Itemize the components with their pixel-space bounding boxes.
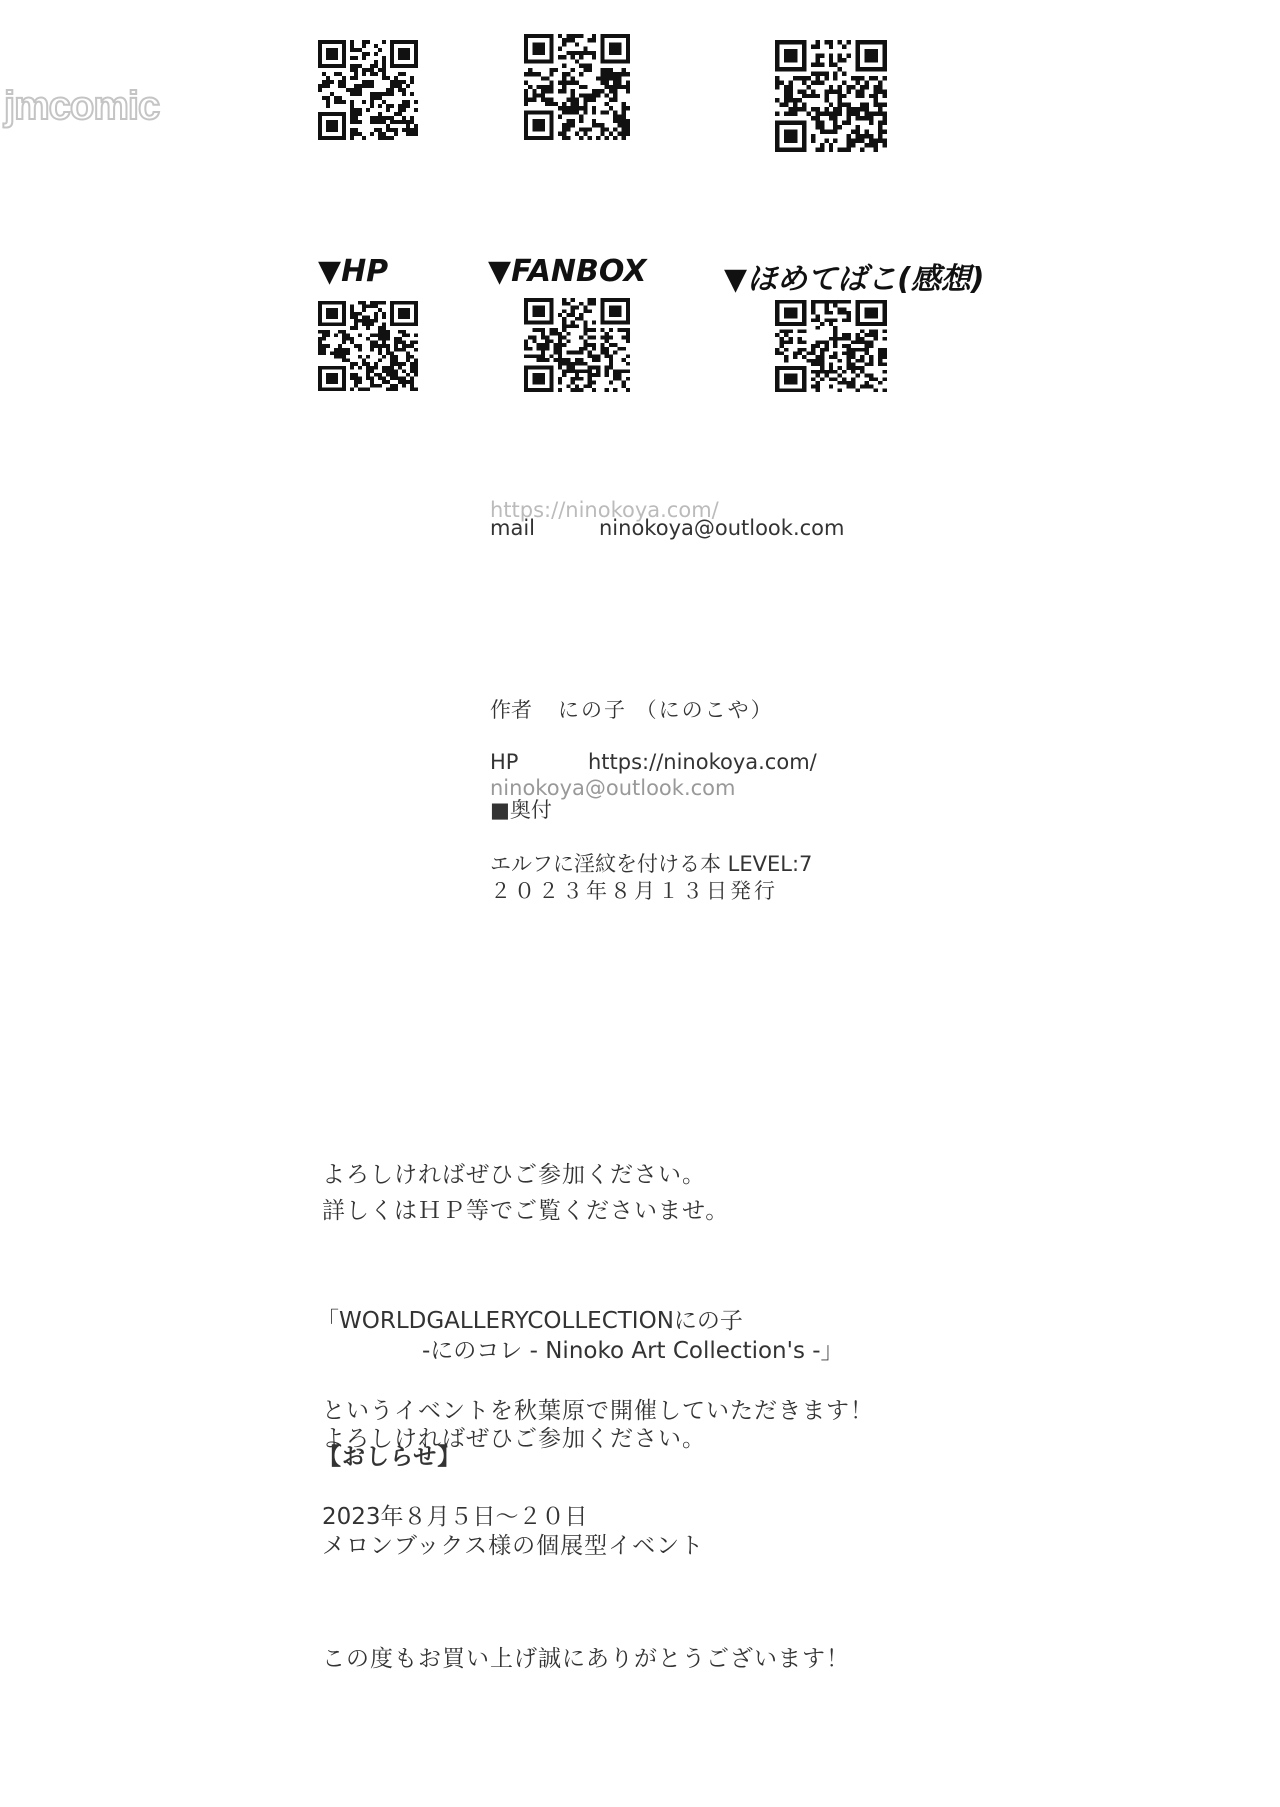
qr-code-fanbox[interactable] bbox=[524, 298, 630, 392]
publish-date: ２０２３年８月１３日発行 bbox=[490, 879, 778, 903]
hp-value[interactable]: https://ninokoya.com/ bbox=[588, 750, 817, 774]
book-title: エルフに淫紋を付ける本 LEVEL:7 bbox=[490, 852, 813, 876]
hp-label: HP bbox=[490, 750, 519, 774]
event-line-1: 「WORLDGALLERYCOLLECTIONにの子 bbox=[316, 1308, 743, 1334]
author-label: 作者 bbox=[490, 698, 532, 722]
qr-label-homete: ▼ほめてばこ(感想) bbox=[724, 262, 985, 297]
event-line-2: -にのコレ - Ninoko Art Collection's -」 bbox=[422, 1338, 844, 1364]
mail-value[interactable]: ninokoya@outlook.com bbox=[599, 516, 845, 540]
mail-label: mail bbox=[490, 516, 535, 540]
qr-code-icon bbox=[775, 40, 887, 152]
partial-line-clip bbox=[322, 1162, 1022, 1188]
watermark-logo: jmcomic bbox=[4, 84, 160, 128]
event-venue: メロンブックス様の個展型イベント bbox=[322, 1533, 705, 1559]
qr-strip-fanbox bbox=[524, 126, 630, 140]
partial-line: よろしければぜひご参加ください。 bbox=[322, 1162, 706, 1188]
partial-line-2: よろしければぜひご参加ください。 bbox=[322, 1426, 706, 1452]
partial-line-2-clip bbox=[322, 1422, 1022, 1452]
qr-code-icon bbox=[318, 40, 418, 140]
event-period: 2023年８月５日～２０日 bbox=[322, 1504, 588, 1530]
event-line-3: というイベントを秋葉原で開催していただきます！ bbox=[322, 1398, 874, 1424]
qr-code-hp[interactable] bbox=[318, 301, 418, 391]
details-line: 詳しくはＨＰ等でご覧くださいませ。 bbox=[322, 1198, 730, 1224]
qr-strip-hp bbox=[318, 126, 418, 140]
notice-heading: 【おしらせ】 bbox=[318, 1444, 462, 1470]
colophon-heading: ■奥付 bbox=[490, 798, 552, 822]
clipped-line-text: https://ninokoya.com/ bbox=[490, 498, 719, 522]
clipped-mail-text: ninokoya@outlook.com bbox=[490, 776, 736, 800]
qr-code-homete[interactable] bbox=[775, 300, 887, 392]
clipped-mail-line bbox=[490, 776, 850, 800]
author-value: にの子 （にのこや） bbox=[558, 698, 774, 722]
qr-code-icon bbox=[524, 34, 630, 140]
qr-label-fanbox: ▼FANBOX bbox=[488, 254, 647, 289]
thanks-line: この度もお買い上げ誠にありがとうございます！ bbox=[322, 1646, 850, 1672]
qr-strip-homete bbox=[775, 126, 887, 152]
qr-label-hp: ▼HP bbox=[318, 254, 389, 289]
